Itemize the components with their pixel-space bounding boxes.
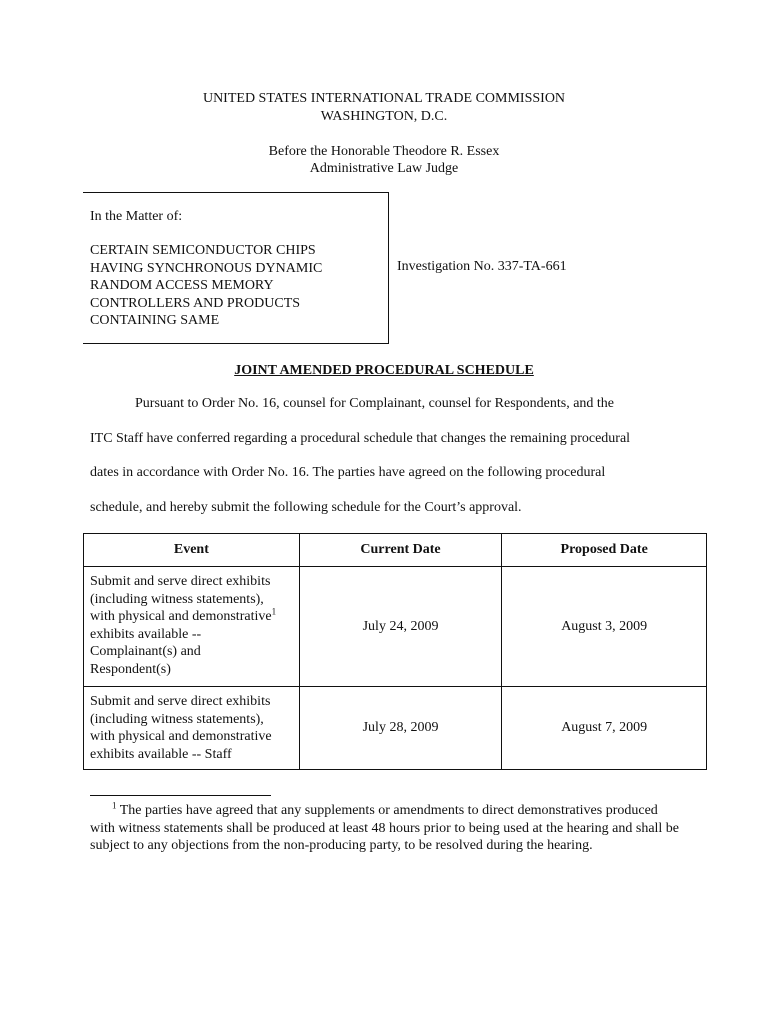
commission-heading: UNITED STATES INTERNATIONAL TRADE COMMISSION [202,91,566,106]
caption-line: RANDOM ACCESS MEMORY [90,278,274,293]
event-line: Submit and serve direct exhibits [90,574,271,589]
footnote [90,802,680,855]
column-header-current-date: Current Date [299,534,502,567]
event-line: with physical and demonstrative [90,729,272,744]
investigation-number: Investigation No. 337-TA-661 [397,259,567,274]
caption-line: CONTAINING SAME [90,313,220,328]
event-line: Submit and serve direct exhibits [90,694,271,709]
location-heading: WASHINGTON, D.C. [320,109,448,124]
before-line: Before the Honorable Theodore R. Essex [268,144,500,159]
caption-line: CERTAIN SEMICONDUCTOR CHIPS [90,243,316,258]
current-date-cell: July 24, 2009 [299,567,502,687]
footnote-text: The parties have agreed that any supplements or amendments to direct demonstratives produced with witness statements shall be produced at least 48 hours prior to being used at the hearing and shall be subject to any objections from the non-producing party, to be resolved during the hearing. [90,803,680,853]
column-header-proposed-date: Proposed Date [502,534,707,567]
event-line-text: with physical and demonstrative [90,609,272,624]
event-line [90,608,293,626]
table-row [84,567,707,687]
current-date-cell: July 28, 2009 [299,687,502,770]
body-line: dates in accordance with Order No. 16. The parties have agreed on the following procedural [90,465,606,480]
footnote-divider [90,795,271,796]
caption-line: CONTROLLERS AND PRODUCTS [90,295,301,311]
caption-line: HAVING SYNCHRONOUS DYNAMIC [90,260,323,276]
judge-title: Administrative Law Judge [309,161,459,176]
event-cell [84,687,300,770]
event-cell [84,567,300,687]
event-line: (including witness statements), [90,711,264,727]
body-line: schedule, and hereby submit the following schedule for the Court’s approval. [90,500,522,515]
column-header-event: Event [84,534,300,567]
body-line: Pursuant to Order No. 16, counsel for Complainant, counsel for Respondents, and the [135,396,615,411]
proposed-date-cell: August 7, 2009 [502,687,707,770]
table-row [84,687,707,770]
schedule-table [83,533,707,770]
document-title: JOINT AMENDED PROCEDURAL SCHEDULE [234,363,534,378]
body-line: ITC Staff have conferred regarding a procedural schedule that changes the remaining procedural [90,431,631,446]
event-line: exhibits available -- Staff [90,746,232,762]
proposed-date-cell: August 3, 2009 [502,567,707,687]
event-line: (including witness statements), [90,591,264,607]
footnote-number: 1 [112,800,117,811]
event-line: Respondent(s) [90,661,171,677]
event-line: exhibits available -- [90,626,202,642]
matter-label: In the Matter of: [90,209,183,224]
event-line: Complainant(s) and [90,644,201,659]
footnote-marker: 1 [271,606,277,617]
table-header-row [84,534,707,567]
